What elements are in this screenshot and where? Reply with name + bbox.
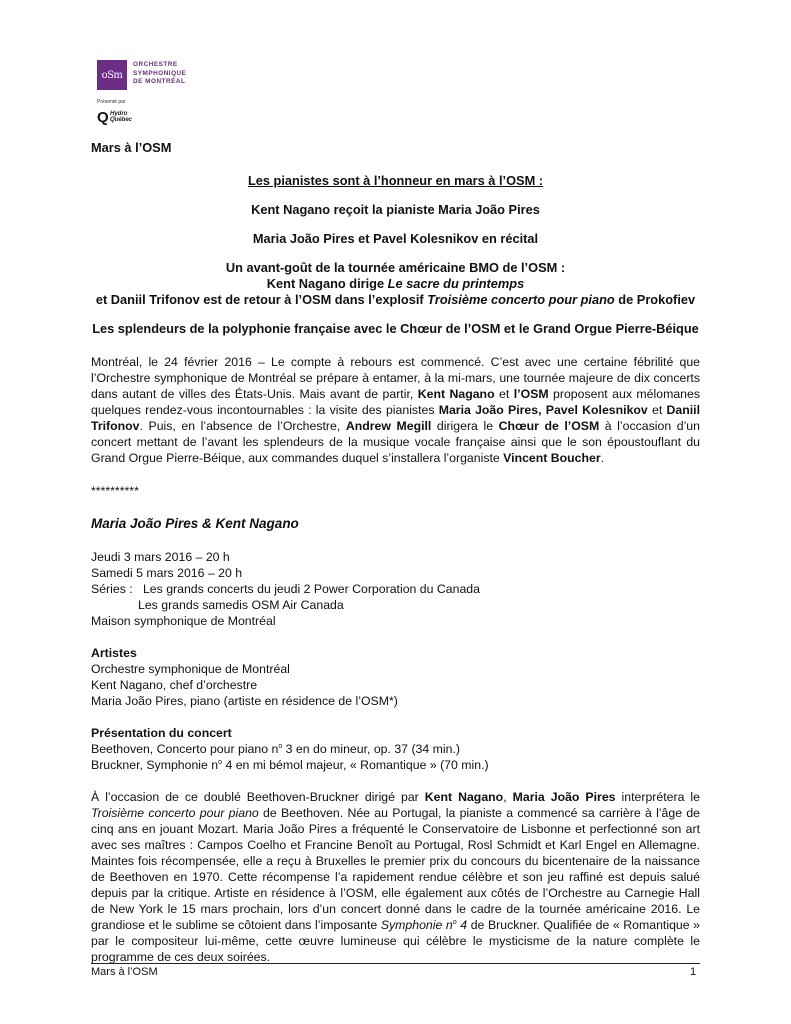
hydro-quebec-logo [97, 106, 157, 128]
body-paragraph [91, 789, 700, 965]
body-italic-2: Symphonie n [380, 918, 453, 932]
intro-bold-7: Vincent Boucher [503, 451, 601, 465]
concert-details [91, 549, 700, 629]
concert-date-1: Jeudi 3 mars 2016 – 20 h [91, 550, 230, 564]
program-block [91, 725, 700, 773]
work-1-post: 3 en do mineur, op. 37 (34 min.) [282, 742, 460, 756]
intro-paragraph [91, 354, 700, 466]
headline-3c [91, 292, 700, 308]
artist-3: Maria João Pires, piano (artiste en résidence de l’OSM*) [91, 694, 398, 708]
artists-heading: Artistes [91, 646, 137, 660]
document-title: Mars à l’OSM [91, 140, 172, 155]
work-2-post: 4 en mi bémol majeur, « Romantique » (70 min.) [222, 758, 489, 772]
footer-title: Mars à l’OSM [91, 966, 158, 978]
intro-bold-6: Chœur de l’OSM [498, 419, 600, 433]
osm-logo-text: ORCHESTRE SYMPHONIQUE DE MONTRÉAL [133, 61, 187, 86]
program-work-1 [91, 741, 700, 757]
headline-3c-italic: Troisième concerto pour piano [427, 292, 615, 307]
program-work-2 [91, 757, 700, 773]
headline-3b [91, 276, 700, 292]
intro-bold-4: Daniil Trifonov [91, 403, 700, 433]
intro-text-5: . Puis, en l’absence de l’Orchestre, [139, 419, 346, 433]
osm-logo-mark: oSm [97, 60, 127, 90]
intro-text-8: . [600, 451, 605, 465]
work-1-sup: o [278, 742, 283, 750]
concert-series-2: Les grands samedis OSM Air Canada [138, 598, 344, 612]
intro-bold-5: Andrew Megill [345, 419, 432, 433]
body-italic-2b: 4 [456, 918, 468, 932]
headline-3c-post: de Prokofiev [614, 292, 696, 307]
intro-text-3: proposent aux mélomanes quelques rendez-vous incontournables : la visite des pianistes [91, 387, 700, 417]
subtitle: Les pianistes sont à l’honneur en mars à l’OSM : [247, 173, 544, 188]
headline-3b-text: Kent Nagano dirige [266, 276, 388, 291]
headline-3b-italic: Le sacre du printemps [387, 276, 525, 291]
headline-3c-text: et Daniil Trifonov est de retour à l’OSM dans l’explosif [95, 292, 428, 307]
body-bold-2: Maria João Pires [512, 790, 616, 804]
work-2-text: Bruckner, Symphonie n [91, 758, 219, 772]
headline-3a: Un avant-goût de la tournée américaine BMO de l’OSM : [225, 260, 566, 275]
body-text-4: de Beethoven. Née au Portugal, la pianiste a commencé sa carrière à l’âge de cinq ans en jouant Mozart. Maria João Pires a fréquenté le Conservatoire de Lisbonne et perfectionné son art avec ses maîtres : Campos Coelho et Francine Benoît au Portugal, Rosl Schmidt et Karl Engel en Allemagne. Maintes fois récompensée, elle a reçu à Bruxelles le premier prix du concours du bicentenaire de la naissance de Beethoven en 1970. Cette récompense l’a rapidement rendue célèbre et son jeu raffiné est depuis salué depuis par la critique. Artiste en résidence à l’OSM, elle également aux côtés de l’Orchestre au Carnegie Hall de New York le 15 mars prochain, lors d’un concert donné dans le cadre de la tournée américaine 2016. Le grandiose et le sublime se côtoient dans l’imposante [91, 806, 700, 932]
headline-2: Maria João Pires et Pavel Kolesnikov en récital [252, 231, 539, 246]
artist-1: Orchestre symphonique de Montréal [91, 662, 290, 676]
body-text-2: , [503, 790, 513, 804]
body-text-1: À l’occasion de ce doublé Beethoven-Bruckner dirigé par [91, 790, 425, 804]
osm-logo [97, 60, 197, 130]
artists-block [91, 645, 700, 709]
hydro-quebec-text: Hydro Québec [110, 111, 133, 123]
footer-divider [91, 963, 700, 964]
concert-title: Maria João Pires & Kent Nagano [91, 516, 299, 531]
artist-2: Kent Nagano, chef d’orchestre [91, 678, 258, 692]
intro-text-4: et [647, 403, 667, 417]
presented-by-label: Présenté par [97, 99, 126, 105]
headlines [91, 173, 700, 337]
intro-text-7: à l’occasion d’un concert mettant de l’avant les splendeurs de la musique vocale française ainsi que le son époustouflant du Grand Orgue Pierre-Béique, aux commandes duquel s’installera l’organiste [91, 419, 700, 465]
page-number: 1 [690, 966, 697, 978]
hydro-quebec-q-icon: Q [97, 109, 109, 126]
body-text-5: de Bruckner. Qualifiée de « Romantique » par le compositeur lui-même, cette œuvre lumineuse qui célèbre le mysticisme de la nature complète le programme de ces deux soirées. [91, 918, 701, 964]
body-bold-1: Kent Nagano [424, 790, 504, 804]
intro-bold-2: l’OSM [513, 387, 549, 401]
body-text-3: interprétera le [615, 790, 700, 804]
body-italic-sup: o [452, 918, 457, 926]
intro-text-1: Montréal, le 24 février 2016 – Le compte à rebours est commencé. C’est avec une certaine fébrilité que l’Orchestre symphonique de Montréal se prépare à entamer, à la mi-mars, une tournée majeure de dix concerts dans autant de villes des États-Unis. Mais avant de partir, [91, 355, 700, 401]
intro-bold-3: Maria João Pires, Pavel Kolesnikov [438, 403, 648, 417]
series-1: Les grands concerts du jeudi 2 Power Corporation du Canada [142, 582, 480, 596]
concert-venue: Maison symphonique de Montréal [91, 614, 276, 628]
headline-4: Les splendeurs de la polyphonie française avec le Chœur de l’OSM et le Grand Orgue Pierre-Béique [92, 321, 699, 336]
program-heading: Présentation du concert [91, 726, 232, 740]
separator-stars: ********** [91, 484, 139, 498]
intro-text-6: dirigera le [431, 419, 499, 433]
document-body [91, 140, 700, 965]
concert-date-2: Samedi 5 mars 2016 – 20 h [91, 566, 243, 580]
series-label: Séries : [91, 582, 133, 596]
work-1-text: Beethoven, Concerto pour piano n [91, 742, 279, 756]
concert-series [91, 581, 700, 597]
headline-1: Kent Nagano reçoit la pianiste Maria João Pires [251, 202, 540, 217]
intro-bold-1: Kent Nagano [417, 387, 495, 401]
work-2-sup: o [218, 758, 223, 766]
intro-text-2: et [494, 387, 514, 401]
body-italic-1: Troisième concerto pour piano [91, 806, 259, 820]
